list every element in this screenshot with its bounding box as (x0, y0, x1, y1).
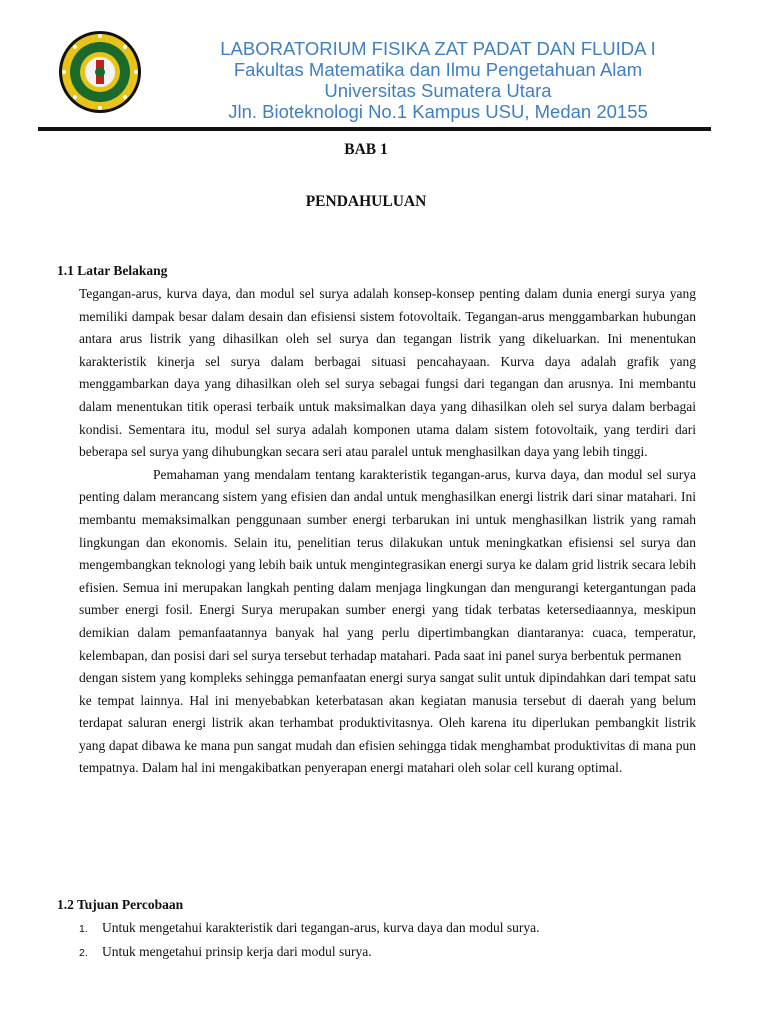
section-heading-latar-belakang: 1.1 Latar Belakang (57, 263, 168, 278)
lab-name: LABORATORIUM FISIKA ZAT PADAT DAN FLUIDA I (220, 38, 656, 59)
section-heading-tujuan: 1.2 Tujuan Percobaan (57, 897, 184, 912)
university-seal-logo (58, 30, 142, 114)
paragraph: Tegangan-arus, kurva daya, dan modul sel surya adalah konsep-konsep penting dalam dunia energi surya yang memiliki dampak besar dalam desain dan efisiensi sistem fotovoltaik. Tegangan-arus menggambarkan hubungan antara arus listrik yang dihasilkan oleh sel surya dan tegangan listrik yang dikeluarkan. Ini menentukan karakteristik kinerja sel surya dalam berbagai situasi pencahayaan. Kurva daya adalah grafik yang menggambarkan daya yang dihasilkan oleh sel surya sebagai fungsi dari tegangan dan arusnya. Ini membantu dalam menentukan titik operasi terbaik untuk maksimalkan daya yang dihasilkan oleh sel surya dalam berbagai kondisi. Sementara itu, modul sel surya adalah komponen utama dalam sistem fotovoltaik, yang terdiri dari beberapa sel surya yang dihubungkan secara seri atau paralel untuk menghasilkan daya yang lebih tinggi. (79, 286, 696, 460)
paragraph: Pemahaman yang mendalam tentang karakteristik tegangan-arus, kurva daya, dan modul sel surya penting dalam merancang sistem yang efisien dan andal untuk menghasilkan energi listrik dari sinar matahari. Ini membantu memaksimalkan penggunaan sumber energi terbarukan ini untuk menghasilkan listrik yang ramah lingkungan dan ekonomis. Selain itu, penelitian terus dilakukan untuk meningkatkan efisiensi sel surya dan mengembangkan teknologi yang lebih baik untuk mengintegrasikan energi surya ke dalam grid listrik secara lebih efisien. Semua ini merupakan langkah penting dalam menjaga lingkungan dan mengurangi ketergantungan pada sumber energi fosil. Energi Surya merupakan sumber energi yang tidak terbatas ketersediaannya, meskipun demikian dalam pemanfaatannya banyak hal yang perlu dipertimbangkan diantaranya: cuaca, temperatur, kelembapan, dan posisi dari sel surya tersebut terhadap matahari. Pada saat ini panel surya berbentuk permanen (79, 466, 696, 663)
list-text: Untuk mengetahui prinsip kerja dari modul surya. (102, 943, 372, 959)
letterhead (0, 0, 768, 135)
list-item (79, 941, 699, 965)
chapter-title: PENDAHULUAN (305, 193, 427, 210)
institution-info (158, 38, 718, 122)
list-number: 2. (79, 946, 88, 959)
objectives-list (79, 917, 699, 964)
faculty-name: Fakultas Matematika dan Ilmu Pengetahuan Alam (233, 59, 643, 80)
header-divider (38, 127, 711, 131)
list-number: 1. (79, 923, 88, 935)
list-text: Untuk mengetahui karakteristik dari tegangan-arus, kurva daya dan modul surya. (102, 920, 540, 935)
university-name: Universitas Sumatera Utara (324, 80, 552, 101)
address: Jln. Bioteknologi No.1 Kampus USU, Medan 20155 (228, 101, 648, 122)
paragraph: dengan sistem yang kompleks sehingga pemanfaatan energi surya sangat sulit untuk dipindahkan dari tempat satu ke tempat lainnya. Hal ini menyebabkan keterbatasan akan kegiatan manusia tersebut di daerah yang belum terdapat saluran energi listrik akan terhambat produktivitasnya. Oleh karena itu diperlukan pembangkit listrik yang dapat dibawa ke mana pun sangat mudah dan efisien sehingga tidak menghambat produktivitas di mana pun tempatnya. Dalam hal ini mengakibatkan penyerapan energi matahari oleh solar cell kurang optimal. (79, 670, 696, 776)
background-text (79, 283, 696, 780)
list-item (79, 917, 699, 941)
chapter-number: BAB 1 (344, 141, 388, 158)
